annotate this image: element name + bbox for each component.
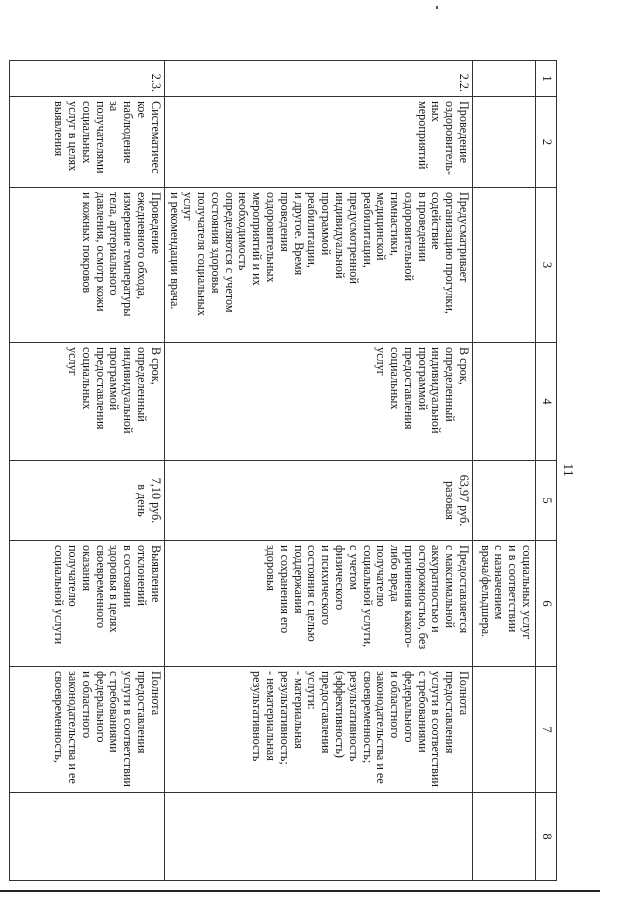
service-name [473,97,536,188]
column-header-1: 1 [536,61,557,97]
column-header-2: 2 [536,97,557,188]
column-header-8: 8 [536,793,557,881]
column-header-7: 7 [536,667,557,793]
service-name: Систематичес кое наблюдение за получателями социальных услуг в целях выявления [9,97,164,188]
table-row [473,61,536,881]
column-header-5: 5 [536,461,557,541]
service-conditions: социальных услуг и в соответствии с назначением врача/фельдшера. [473,541,536,667]
service-extra [9,793,164,881]
service-conditions: Предоставляется с максимальной аккуратностью и осторожностью, без причинения какого- либо вреда получателю социальной услуги, с учетом физического и психического состояния с целью поддержания и сохранения его здоровья [164,541,472,667]
service-conditions: Выявление отклонений в состоянии здоровья в целях своевременного оказания получателю социальной услуги [9,541,164,667]
service-term: В срок, определенный индивидуальной программой предоставления социальных услуг [164,343,472,461]
service-price [473,461,536,541]
row-number: 2.3. [9,61,164,97]
service-name: Проведение оздоровитель- ных мероприятий [164,97,472,188]
service-price: 7,10 руб. в день [9,461,164,541]
service-price: 63,97 руб. разовая [164,461,472,541]
service-evaluation [473,667,536,793]
services-table [9,60,557,881]
column-header-6: 6 [536,541,557,667]
service-term: В срок, определенный индивидуальной программой предоставления социальных услуг [9,343,164,461]
service-evaluation: Полнота предоставления услуги в соответствии с требованиями федерального и областного законодательства и ее своевременность, [9,667,164,793]
column-number-row [536,61,557,881]
table-row [9,61,164,881]
page-number: 11 [560,463,575,477]
row-number [473,61,536,97]
scan-dot [436,6,438,9]
table-row [164,61,472,881]
service-evaluation: Полнота предоставления услуги в соответствии с требованиями федерального и областного законодательства и ее своевременность; результативность (эффективность) предоставления услуги: - материальная результативность; - нематериальная результативность [164,667,472,793]
service-term [473,343,536,461]
service-description: Предусматривает организацию прогулки, содействие в проведении оздоровительной гимнастики, медицинской реабилитации, предусмотренной индивидуальной программой реабилитации, и другое. Время проведения оздоровительных мероприятий и их необходимость определяются с учетом состояния здоровья получателя социальных услуг и рекомендации врача. [164,188,472,343]
row-number: 2.2. [164,61,472,97]
rotated-page [45,60,585,880]
service-extra [473,793,536,881]
service-extra [164,793,472,881]
service-description [473,188,536,343]
service-description: Проведение ежедневного обхода, измерение температуры тела, артериального давления, осмотр кожи и кожных покровов [9,188,164,343]
scan-edge-line [0,890,600,892]
column-header-3: 3 [536,188,557,343]
column-header-4: 4 [536,343,557,461]
